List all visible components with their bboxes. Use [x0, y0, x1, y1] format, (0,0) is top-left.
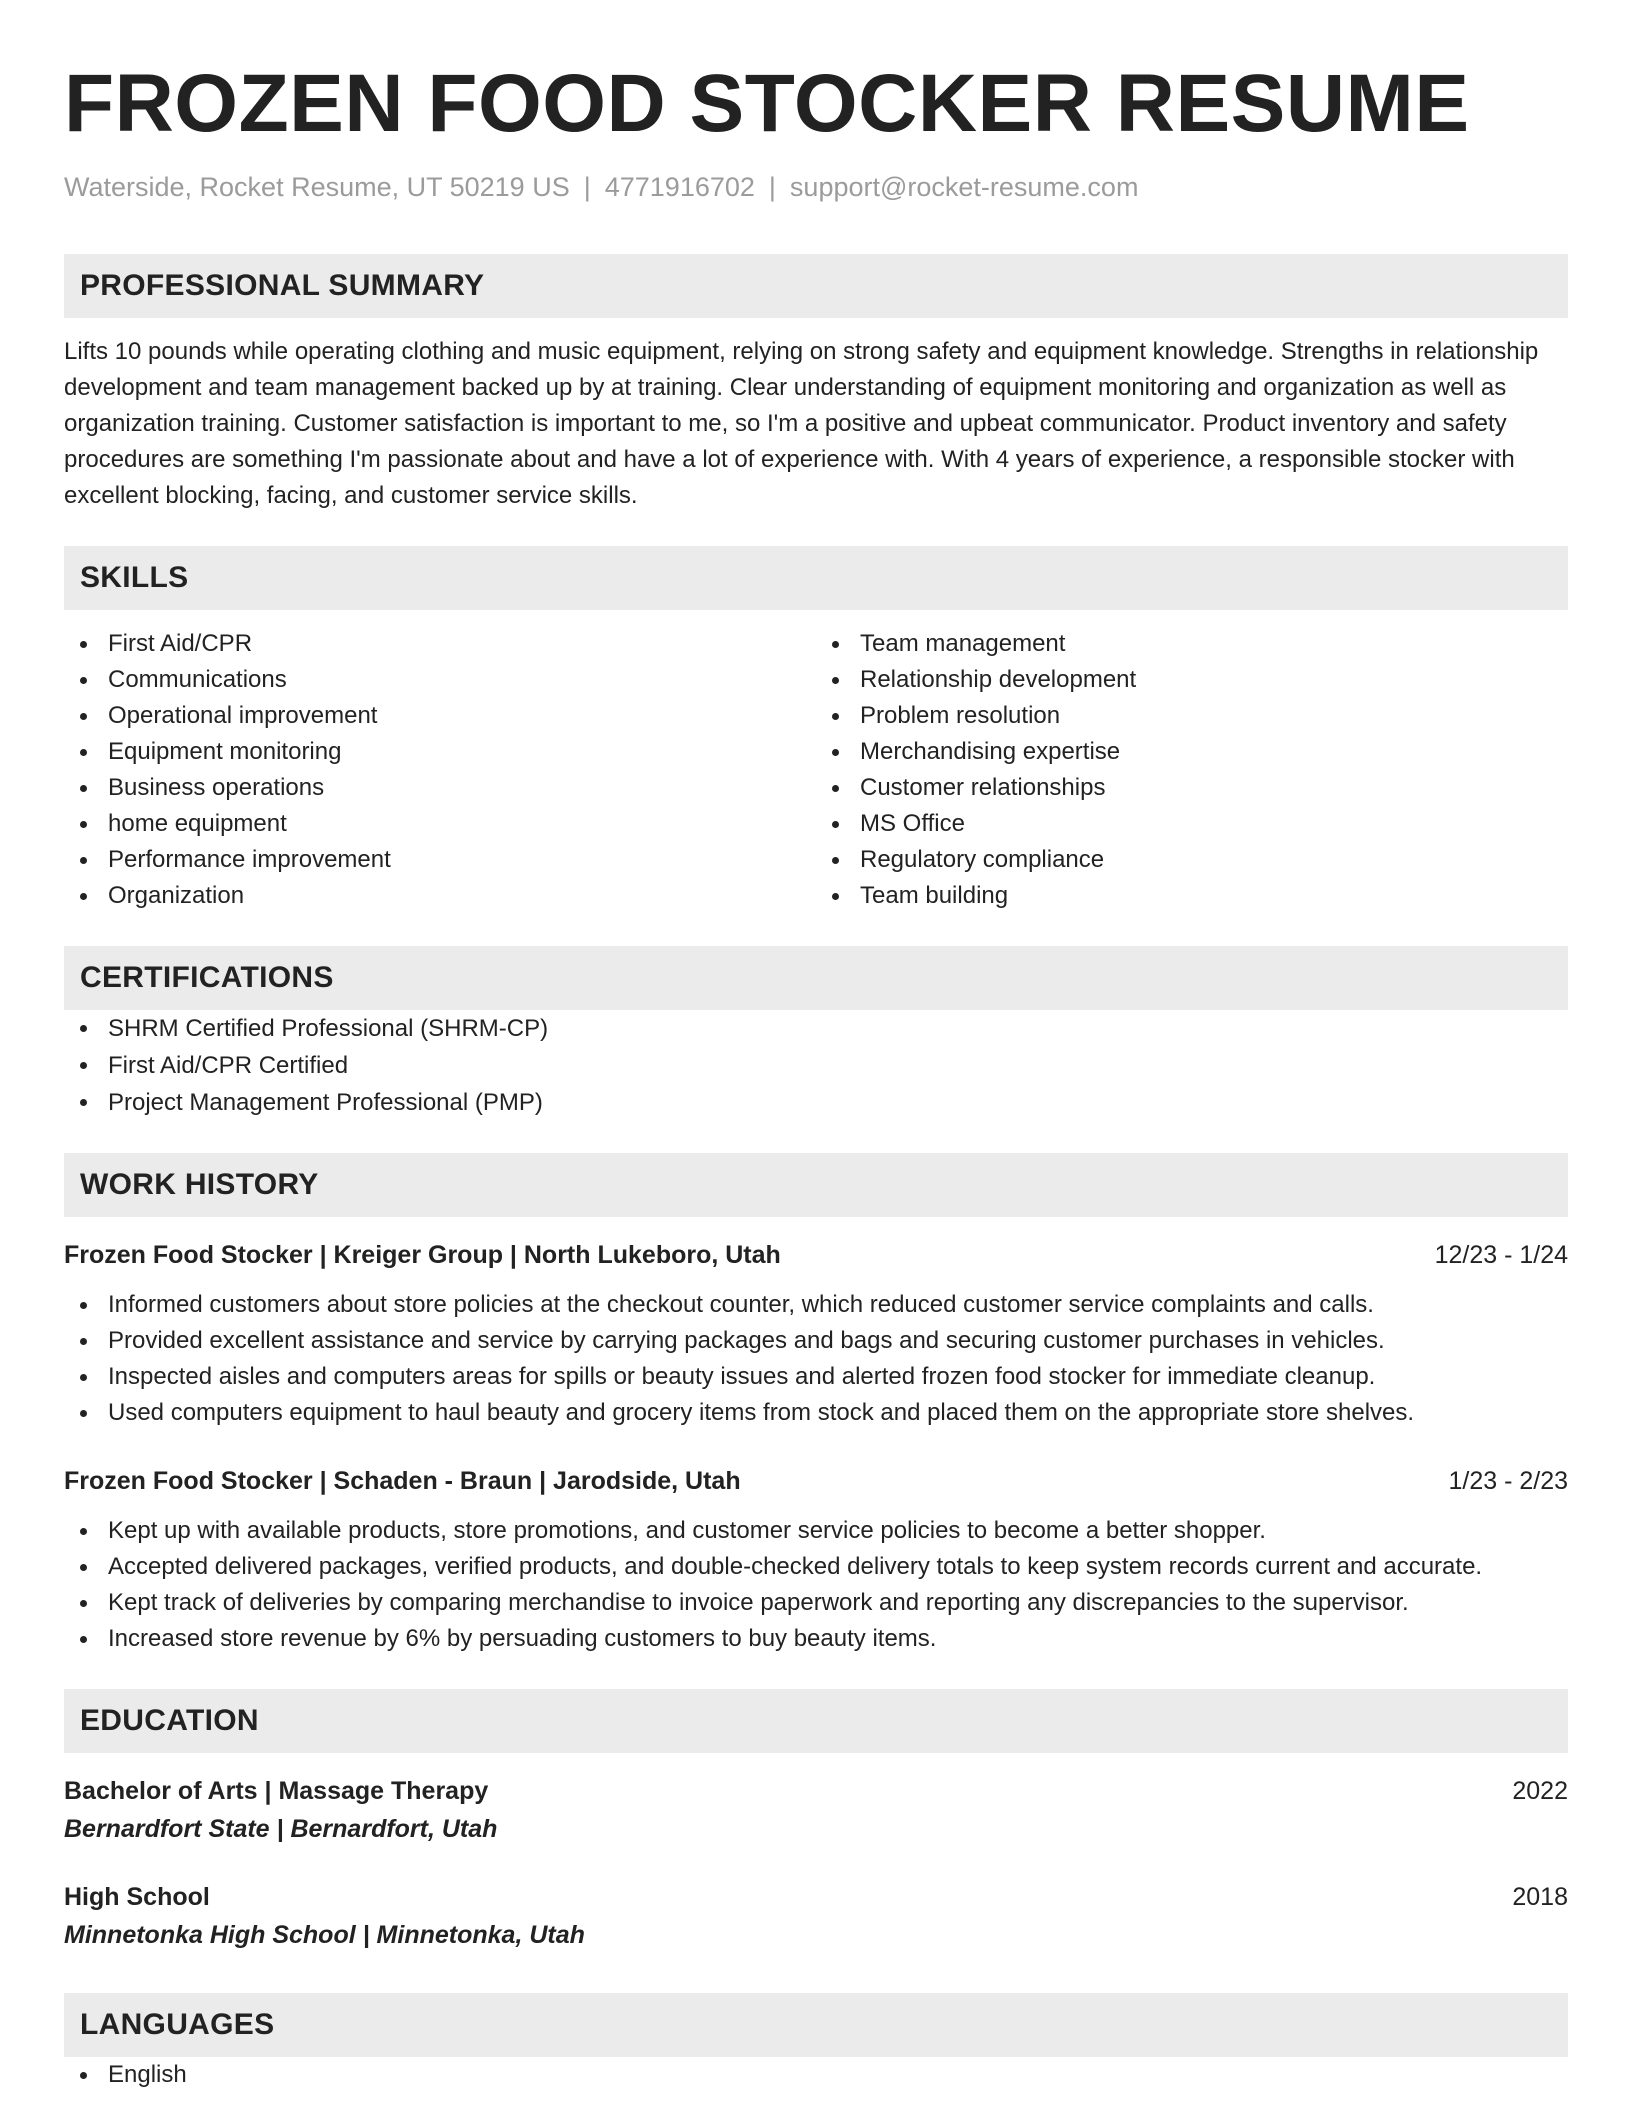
skill-item: Organization	[64, 878, 816, 914]
education-year: 2018	[1512, 1883, 1568, 1911]
education-heading-row	[64, 1879, 1568, 1915]
job-bullet: Accepted delivered packages, verified products, and double-checked delivery totals to keep system records current and accurate.	[64, 1549, 1568, 1585]
section-header-certifications: CERTIFICATIONS	[64, 946, 1568, 1010]
job-dates: 1/23 - 2/23	[1448, 1467, 1568, 1495]
job-heading-row	[64, 1463, 1568, 1499]
skill-item: home equipment	[64, 806, 816, 842]
skill-item: Performance improvement	[64, 842, 816, 878]
skill-item: Communications	[64, 662, 816, 698]
job-bullet: Inspected aisles and computers areas for spills or beauty issues and alerted frozen food stocker for immediate cleanup.	[64, 1359, 1568, 1395]
section-header-languages: LANGUAGES	[64, 1993, 1568, 2057]
section-header-work-history: WORK HISTORY	[64, 1153, 1568, 1217]
skill-item: Merchandising expertise	[816, 734, 1568, 770]
contact-line	[64, 170, 1568, 204]
skill-item: Operational improvement	[64, 698, 816, 734]
certification-item: Project Management Professional (PMP)	[64, 1084, 1568, 1121]
resume-title: FROZEN FOOD STOCKER RESUME	[64, 58, 1470, 149]
job-bullet: Kept track of deliveries by comparing merchandise to invoice paperwork and reporting any discrepancies to the supervisor.	[64, 1585, 1568, 1621]
certification-item: SHRM Certified Professional (SHRM-CP)	[64, 1010, 1568, 1047]
skill-item: Equipment monitoring	[64, 734, 816, 770]
education-entry	[64, 1879, 1568, 1953]
contact-email: support@rocket-resume.com	[789, 172, 1139, 202]
education-entry	[64, 1773, 1568, 1847]
summary-text: Lifts 10 pounds while operating clothing and music equipment, relying on strong safety and equipment knowledge. Strengths in relationship development and team management backed up by at training. Clear understanding of equipment monitoring and organization as well as organization training. Customer satisfaction is important to me, so I'm a positive and upbeat communicator. Product inventory and safety procedures are something I'm passionate about and have a lot of experience with. With 4 years of experience, a responsible stocker with excellent blocking, facing, and customer service skills.	[64, 338, 1539, 509]
job-heading-row	[64, 1237, 1568, 1273]
skills-column-left	[64, 626, 816, 914]
education-heading-row	[64, 1773, 1568, 1809]
section-header-summary: PROFESSIONAL SUMMARY	[64, 254, 1568, 318]
skills-column-right	[816, 626, 1568, 914]
skill-item: Business operations	[64, 770, 816, 806]
skill-item: Problem resolution	[816, 698, 1568, 734]
job-entry	[64, 1463, 1568, 1657]
skill-item: MS Office	[816, 806, 1568, 842]
contact-separator: |	[768, 172, 776, 202]
certifications-list	[64, 1010, 1568, 1121]
skills-list	[64, 626, 1568, 914]
skill-item: Relationship development	[816, 662, 1568, 698]
education-school: Minnetonka High School | Minnetonka, Utah	[64, 1921, 585, 1949]
education-school: Bernardfort State | Bernardfort, Utah	[64, 1815, 498, 1843]
job-bullet: Increased store revenue by 6% by persuading customers to buy beauty items.	[64, 1621, 1568, 1657]
job-bullets	[64, 1513, 1568, 1657]
job-dates: 12/23 - 1/24	[1434, 1241, 1568, 1269]
job-bullet: Kept up with available products, store promotions, and customer service policies to become a better shopper.	[64, 1513, 1568, 1549]
section-header-skills: SKILLS	[64, 546, 1568, 610]
job-bullet: Informed customers about store policies at the checkout counter, which reduced customer service complaints and calls.	[64, 1287, 1568, 1323]
skill-item: First Aid/CPR	[64, 626, 816, 662]
job-heading: Frozen Food Stocker | Kreiger Group | North Lukeboro, Utah	[64, 1241, 781, 1269]
skill-item: Customer relationships	[816, 770, 1568, 806]
language-item: English	[64, 2057, 1568, 2093]
job-entry	[64, 1237, 1568, 1431]
skill-item: Regulatory compliance	[816, 842, 1568, 878]
job-bullets	[64, 1287, 1568, 1431]
education-year: 2022	[1512, 1777, 1568, 1805]
languages-list	[64, 2057, 1568, 2093]
contact-separator: |	[583, 172, 591, 202]
job-bullet: Used computers equipment to haul beauty and grocery items from stock and placed them on the appropriate store shelves.	[64, 1395, 1568, 1431]
job-heading: Frozen Food Stocker | Schaden - Braun | Jarodside, Utah	[64, 1467, 741, 1495]
contact-address: Waterside, Rocket Resume, UT 50219 US	[64, 172, 570, 202]
skill-item: Team building	[816, 878, 1568, 914]
contact-phone: 4771916702	[604, 172, 755, 202]
skill-item: Team management	[816, 626, 1568, 662]
certification-item: First Aid/CPR Certified	[64, 1047, 1568, 1084]
education-degree: Bachelor of Arts | Massage Therapy	[64, 1777, 489, 1805]
section-header-education: EDUCATION	[64, 1689, 1568, 1753]
education-degree: High School	[64, 1883, 210, 1911]
job-bullet: Provided excellent assistance and service by carrying packages and bags and securing customer purchases in vehicles.	[64, 1323, 1568, 1359]
